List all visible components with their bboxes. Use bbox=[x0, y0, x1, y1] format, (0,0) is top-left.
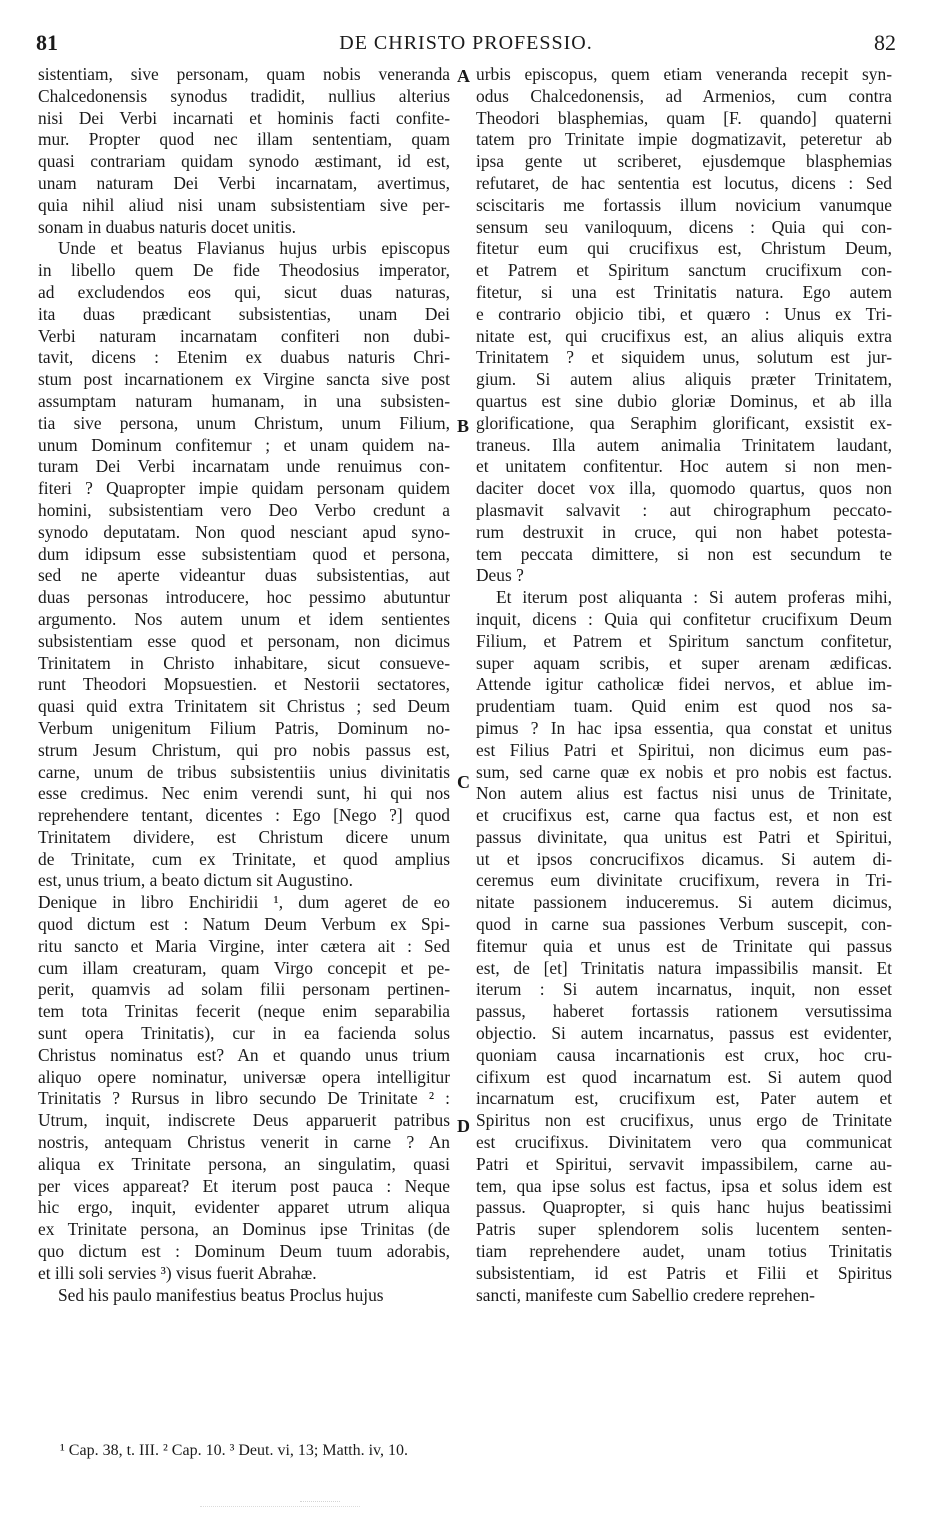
text-line: iterum : Si autem incarnatus, inquit, non esset bbox=[476, 979, 892, 1000]
text-line: ipsa gente ut scriberet, ejusdemque blasphemias bbox=[476, 151, 892, 172]
margin-letter-a: A bbox=[457, 66, 470, 86]
text-line: et unitatem confitentur. Hoc autem si non men- bbox=[476, 456, 892, 477]
right-page-number: 82 bbox=[874, 30, 896, 55]
text-line: cum illam creaturam, quam Virgo concepit et pe- bbox=[38, 957, 450, 978]
text-line: est Filius Patri et Spiritui, non dicimus eum pas- bbox=[476, 739, 892, 760]
text-line: sed ne aperte videantur duas subsistentias, aut bbox=[38, 565, 450, 586]
text-line: refutaret, de hac sententia est locutus, dicens : Sed bbox=[476, 172, 892, 193]
text-line: turam Dei Verbi incarnatam unde renuimus con- bbox=[38, 456, 450, 477]
text-line: glorificatione, qua Seraphim glorificant, exsistit ex- bbox=[476, 412, 892, 433]
text-line: Christus nominatus est? An et quando unus trium bbox=[38, 1044, 450, 1065]
text-line: tem, qua ipse solus est factus, ipsa et solus idem est bbox=[476, 1175, 892, 1196]
text-line: quartus est sine dubio gloriæ Dominus, et ab illa bbox=[476, 390, 892, 411]
footnotes: ¹ Cap. 38, t. III. ² Cap. 10. ³ Deut. vi, 13; Matth. iv, 10. bbox=[60, 1442, 408, 1459]
text-line: Verbum unigenitum Filium Patris, Dominum no- bbox=[38, 717, 450, 738]
text-line: fitemur quia et unus est de Trinitate qui passus bbox=[476, 935, 892, 956]
text-line: Verbi naturam incarnatam confiteri non dubi- bbox=[38, 325, 450, 346]
text-line: sonam in duabus naturis docet unitis. bbox=[38, 216, 296, 237]
text-line: aliqua ex Trinitate persona, an singulatim, quasi bbox=[38, 1153, 450, 1174]
text-line: Chalcedonensis synodus tradidit, nullius alterius bbox=[38, 85, 450, 106]
text-line: Et iterum post aliquanta : Si autem proferas mihi, bbox=[496, 587, 892, 608]
text-line: tatem pro Trinitate impie dogmatizavit, peteretur ab bbox=[476, 129, 892, 150]
text-line: assumptam naturam humanam, in una subsisten- bbox=[38, 390, 450, 411]
text-line: esse credimus. Nec enim verendi sunt, hi qui nos bbox=[38, 783, 450, 804]
text-line: sciscitaris me fortassis illum novicium vanumque bbox=[476, 194, 892, 215]
text-line: tiam reprehendere audet, unam totius Trinitatis bbox=[476, 1241, 892, 1262]
text-line: duas personas introducere, hoc pessimo abutuntur bbox=[38, 587, 450, 608]
left-page-number: 81 bbox=[36, 30, 58, 55]
text-line: Trinitatem in Christo inhabitare, sicut consueve- bbox=[38, 652, 450, 673]
text-line: Non autem alius est factus nisi unus de Trinitate, bbox=[476, 783, 892, 804]
text-line: est crucifixus. Divinitatem vero qua communicat bbox=[476, 1132, 892, 1153]
text-line: subsistentiam, id est Patris et Filii et Spiritus bbox=[476, 1262, 892, 1283]
text-line: in libello quem De fide Theodosius imperator, bbox=[38, 260, 450, 281]
right-text-column bbox=[476, 64, 892, 1424]
text-line: Patri et Spiritui, servavit impassibilem, carne au- bbox=[476, 1153, 892, 1174]
text-line: Trinitatis ? Rursus in libro secundo De Trinitate ² : bbox=[38, 1088, 450, 1109]
text-line: sancti, manifeste cum Sabellio credere reprehen- bbox=[476, 1284, 815, 1305]
running-title: DE CHRISTO PROFESSIO. bbox=[339, 32, 593, 54]
text-line: stum post incarnationem ex Virgine sancta sive post bbox=[38, 369, 450, 390]
text-line: Theodori blasphemias, quam [F. quando] quaterni bbox=[476, 107, 892, 128]
text-line: ita duas prædicant subsistentias, unam Dei bbox=[38, 303, 450, 324]
text-line: ritu sancto et Maria Virgine, inter cætera ait : Sed bbox=[38, 935, 450, 956]
text-line: quod in carne sua passiones Verbum suscepit, con- bbox=[476, 914, 892, 935]
text-line: est, unus trium, a beato dictum sit Augustino. bbox=[38, 870, 353, 891]
text-line: nitate passionem induceremus. Si autem dicimus, bbox=[476, 892, 892, 913]
text-line: quasi contrariam quidam synodo æstimant, id est, bbox=[38, 151, 450, 172]
text-line: inquit, dicens : Quia qui confitetur crucifixum Deum bbox=[476, 608, 892, 629]
text-line: passus. Quapropter, si quis hanc hujus beatissimi bbox=[476, 1197, 892, 1218]
text-line: passus divinitate, qua unitus est Patri et Spiritui, bbox=[476, 826, 892, 847]
text-line: pimus ? In hac ipsa essentia, qua constat et unitus bbox=[476, 717, 892, 738]
text-line: urbis episcopus, quem etiam veneranda recepit syn- bbox=[476, 64, 892, 84]
text-line: unam naturam Dei Verbi incarnatam, avertimus, bbox=[38, 172, 450, 193]
text-line: super aquam scribis, et super arenam ædificas. bbox=[476, 652, 892, 673]
text-line: Patris super splendorem solis lucentem senten- bbox=[476, 1219, 892, 1240]
text-line: objectio. Si autem incarnatus, passus est evidenter, bbox=[476, 1023, 892, 1044]
text-line: fitetur eum qui crucifixus est, Christum Deum, bbox=[476, 238, 892, 259]
text-line: de Trinitate, cum ex Trinitate, et quod amplius bbox=[38, 848, 450, 869]
text-line: Denique in libro Enchiridii ¹, dum ageret de eo bbox=[38, 892, 450, 913]
text-line: tavit, dicens : Etenim ex duabus naturis Chri- bbox=[38, 347, 450, 368]
text-line: e contrario objicio tibi, et quæro : Unus ex Tri- bbox=[476, 303, 892, 324]
margin-letter-c: C bbox=[457, 772, 470, 792]
text-line: subsistentiam esse quod et personam, non dicimus bbox=[38, 630, 450, 651]
text-line: sum, sed carne quæ ex nobis et pro nobis est factus. bbox=[476, 761, 892, 782]
text-line: unum Dominum confitemur ; et unam quidem na- bbox=[38, 434, 450, 455]
text-line: argumento. Nos autem unum et idem sentientes bbox=[38, 608, 450, 629]
text-line: fitetur, si una est Trinitatis natura. Ego autem bbox=[476, 281, 892, 302]
text-line: et Patrem et Spiritum sanctum crucifixum con- bbox=[476, 260, 892, 281]
scan-specks-2 bbox=[300, 1497, 340, 1502]
text-line: passus, haberet fortassis rationem versutissima bbox=[476, 1001, 892, 1022]
text-line: aliquo opere nominatur, universæ opera intelligitur bbox=[38, 1066, 450, 1087]
text-line: et illi soli servies ³) visus fuerit Abrahæ. bbox=[38, 1262, 317, 1283]
text-line: cifixum est quod incarnatum est. Si autem quod bbox=[476, 1066, 892, 1087]
text-line: Filium, et Patrem et Spiritum sanctum confitetur, bbox=[476, 630, 892, 651]
text-line: traneus. Illa autem animalia Trinitatem laudant, bbox=[476, 434, 892, 455]
text-line: strum Jesum Christum, qui pro nobis passus est, bbox=[38, 739, 450, 760]
text-line: quoniam causa incarnationis est crux, hoc cru- bbox=[476, 1044, 892, 1065]
text-line: prudentiam tuam. Quid enim est quod nos sa- bbox=[476, 696, 892, 717]
left-text-column bbox=[38, 64, 450, 1424]
text-line: Spiritus non est crucifixus, unus ergo de Trinitate bbox=[476, 1110, 892, 1131]
text-line: daciter docet vox illa, quomodo quartus, quos non bbox=[476, 478, 892, 499]
text-line: ceremus eum divinitate crucifixum, revera in Tri- bbox=[476, 870, 892, 891]
text-line: nisi Dei Verbi incarnati et hominis facti confite- bbox=[38, 107, 450, 128]
text-line: rum destruxit in cruce, qui non habet potesta- bbox=[476, 521, 892, 542]
text-line: reprehendere tentant, dicentes : Ego [Nego ?] quod bbox=[38, 805, 450, 826]
text-line: dum idipsum esse subsistentiam quod et persona, bbox=[38, 543, 450, 564]
margin-letter-d: D bbox=[457, 1116, 470, 1136]
text-line: Unde et beatus Flavianus hujus urbis episcopus bbox=[58, 238, 450, 259]
text-line: quasi quid extra Trinitatem sit Christus ; sed Deum bbox=[38, 696, 450, 717]
text-line: fiteri ? Quapropter impie quidam personam quidem bbox=[38, 478, 450, 499]
text-line: Sed his paulo manifestius beatus Proclus hujus bbox=[58, 1284, 384, 1305]
text-line: gium. Si autem alius aliquis præter Trinitatem, bbox=[476, 369, 892, 390]
text-line: Utrum, inquit, indiscrete Deus apparuerit patribus bbox=[38, 1110, 450, 1131]
text-line: plasmavit salvavit : aut chirographum peccato- bbox=[476, 499, 892, 520]
text-line: Trinitatem ? et siquidem unus, solutum est jur- bbox=[476, 347, 892, 368]
text-line: nitate est, qui crucifixus est, an alius aliquis extra bbox=[476, 325, 892, 346]
text-line: est, de [et] Trinitatis natura impassibilis mansit. Et bbox=[476, 957, 892, 978]
text-line: sensum seu vaniloquum, dicens : Quia qui con- bbox=[476, 216, 892, 237]
text-line: ex Trinitate persona, an Dominus ipse Trinitas (de bbox=[38, 1219, 450, 1240]
text-line: Deus ? bbox=[476, 565, 524, 586]
margin-letter-b: B bbox=[457, 416, 470, 436]
text-line: incarnatum est, crucifixum est, Pater autem et bbox=[476, 1088, 892, 1109]
text-line: tem tota Trinitas fecerit (neque enim separabilia bbox=[38, 1001, 450, 1022]
text-line: ut et ipsos concrucifixos dicamus. Si autem di- bbox=[476, 848, 892, 869]
text-line: odus Chalcedonensis, ad Armenios, cum contra bbox=[476, 85, 892, 106]
text-line: et crucifixus est, carne qua factus est, et non est bbox=[476, 805, 892, 826]
text-line: quo dictum est : Dominum Deum tuum adorabis, bbox=[38, 1241, 450, 1262]
text-line: carne, unum de tribus subsistentiis unius divinitatis bbox=[38, 761, 450, 782]
page-header bbox=[36, 30, 896, 60]
text-line: nostris, antequam Christus venerit in carne ? An bbox=[38, 1132, 450, 1153]
text-line: synodo deputatam. Non quod nesciant apud syno- bbox=[38, 521, 450, 542]
text-line: per vices appareat? Et iterum post pauca : Neque bbox=[38, 1175, 450, 1196]
text-line: perit, quamvis ad solam filii personam pertinen- bbox=[38, 979, 450, 1000]
text-line: quod dictum est : Natum Deum Verbum ex Spi- bbox=[38, 914, 450, 935]
text-line: mur. Propter quod nec illam sententiam, quam bbox=[38, 129, 450, 150]
text-line: Trinitatem dividere, est Christum dicere unum bbox=[38, 826, 450, 847]
text-line: hic ergo, inquit, evidenter apparet utrum aliqua bbox=[38, 1197, 450, 1218]
text-line: Attende igitur catholicæ fidei nervos, et ablue im- bbox=[476, 674, 892, 695]
text-line: homini, subsistentiam vero Deo Verbo credunt a bbox=[38, 499, 450, 520]
text-line: tia sive persona, unum Christum, unum Filium, bbox=[38, 412, 450, 433]
text-line: runt Theodori Mopsuestien. et Nestorii sectatores, bbox=[38, 674, 450, 695]
text-line: sunt opera Trinitatis), cur in ea facienda solus bbox=[38, 1023, 450, 1044]
text-line: ad excludendos eos qui, sicut duas naturas, bbox=[38, 281, 450, 302]
text-line: sistentiam, sive personam, quam nobis veneranda bbox=[38, 64, 450, 84]
text-line: quia nihil aliud nisi unam subsistentiam sive per- bbox=[38, 194, 450, 215]
text-line: tem peccata dimittere, si non est secundum te bbox=[476, 543, 892, 564]
